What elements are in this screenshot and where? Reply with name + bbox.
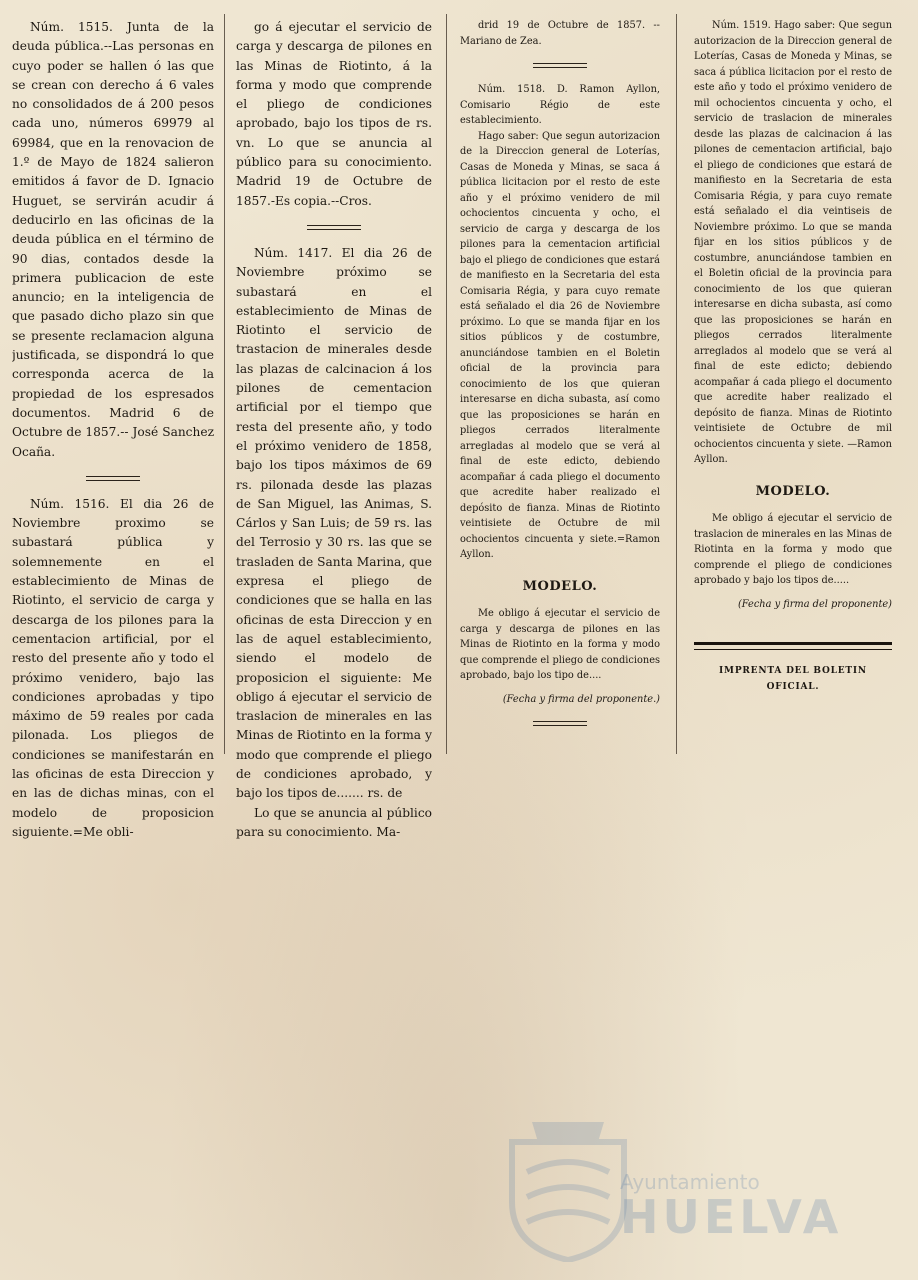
notice-1516-continued: go á ejecutar el servicio de carga y descarga de pilones en las Minas de Riotinto, á la forma y modo que comprende el pliego de condiciones aprobado, bajo los tipos de rs. vn. Lo que se anuncia al público para su conocimiento. Madrid 19 de Octubre de 1857.-Es copia.--Cros.	[236, 20, 432, 208]
notice-1518-body: Hago saber: Que segun autorizacion de la Direccion general de Loterías, Casas de Moneda y Minas, se saca á pública licitacion por el resto de este año y el próximo venidero de mil ochocientos cincuenta y ocho, el servicio de carga y descarga de los pilones para la cementacion artificial bajo el pliego de condiciones que estará de manifiesto en la Secretaria del esta Comisaria Régia, y para cuyo remate está señalado el dia 26 de Noviembre próximo. Lo que se manda fijar en los sitios públicos y de costumbre, anunciándose tambien en el Boletin oficial de la provincia para conocimiento de los que quieran interesarse en dicha subasta, así como que las proposiciones se harán en pliegos cerrados literalmente arregladas al modelo que se verá al final de este edicto, debiendo acompañar á cada pliego el documento que acredite haber realizado el depósito de fianza. Minas de Riotinto veintisiete de Octubre de mil ochocientos cincuenta y siete.=Ramon Ayllon.	[460, 130, 660, 560]
column-3	[460, 18, 660, 740]
modelo-heading: MODELO.	[522, 578, 598, 594]
notice-1518-heading: Núm. 1518. D. Ramon Ayllon, Comisario Régio de este establecimiento.	[460, 84, 660, 126]
watermark-label	[620, 1170, 842, 1244]
column-2	[236, 18, 432, 842]
column-1	[12, 18, 214, 842]
separator-rule	[307, 225, 361, 230]
modelo-text: Me obligo á ejecutar el servicio de traslacion de minerales en las Minas de Riotinta en la forma y modo que comprende el pliego de condiciones aprobado y bajo los tipos de.....	[694, 513, 892, 586]
separator-rule	[86, 476, 140, 481]
column-4	[694, 18, 892, 695]
watermark-line-1: Ayuntamiento	[620, 1170, 760, 1194]
coat-of-arms-watermark-icon	[502, 1112, 634, 1262]
firma-line: (Fecha y firma del proponente)	[737, 598, 892, 610]
notice-1516: Núm. 1516. El dia 26 de Noviembre proximo se subastará pública y solemnemente en el establecimiento de Minas de Riotinto, el servicio de carga y descarga de los pilones para la cementacion artificial, por el resto del presente año y todo el próximo venidero, bajo las condiciones aprobadas y tipo máximo de 59 reales por cada pilonada. Los pliegos de condiciones se manifestarán en las oficinas de esta Direccion y en las de dichas minas, con el modelo de proposicion siguiente.=Me obli-	[12, 496, 214, 839]
notice-1517-closing: Lo que se anuncia al público para su conocimiento. Ma-	[236, 805, 432, 839]
modelo-heading: MODELO.	[755, 483, 831, 499]
watermark-line-2: HUELVA	[620, 1190, 843, 1244]
column-divider	[446, 14, 447, 754]
notice-1517-signature: drid 19 de Octubre de 1857. --Mariano de Zea.	[460, 20, 660, 47]
modelo-text: Me obligo á ejecutar el servicio de carga y descarga de pilones en las Minas de Riotinto en la forma y modo que comprende el pliego de condiciones aprobado, bajo los tipo de....	[460, 608, 660, 681]
notice-1515: Núm. 1515. Junta de la deuda pública.--Las personas en cuyo poder se hallen ó las que se crean con derecho á 6 vales no consolidados de á 200 pesos cada uno, números 69979 al 69984, que en la renovacion de 1.º de Mayo de 1824 salieron emitidos á favor de D. Ignacio Huguet, se servirán acudir á deducirlo en las oficinas de la deuda pública en el término de 90 dias, contados desde la primera publicacion de este anuncio; en la inteligencia de que pasado dicho plazo sin que se presente reclamacion alguna justificada, se dispondrá lo que corresponda acerca de la propiedad de los espresados documentos. Madrid 6 de Octubre de 1857.-- José Sanchez Ocaña.	[12, 20, 214, 459]
separator-rule	[533, 63, 587, 68]
column-divider	[224, 14, 225, 754]
firma-line: (Fecha y firma del proponente.)	[502, 693, 660, 705]
column-divider	[676, 14, 677, 754]
printer-imprint: IMPRENTA DEL BOLETIN OFICIAL.	[719, 666, 867, 692]
separator-rule	[533, 721, 587, 726]
notice-1519: Núm. 1519. Hago saber: Que segun autorizacion de la Direccion general de Loterías, Casas de Moneda y Minas, se saca á pública licitacion por el resto de este año y todo el próximo venidero de mil ochocientos cincuenta y ocho, el servicio de traslacion de minerales desde las plazas de calcinacion á las pilones de cementacion artificial, bajo el pliego de condiciones que estará de manifiesto en la Secretaria de esta Comisaria Régia, y para cuyo remate está señalado el dia veintiseis de Noviembre próximo. Lo que se manda fijar en los sitios públicos y de costumbre, anunciándose tambien en el Boletin oficial de la provincia para conocimiento de los que quieran interesarse en dicha subasta, así como que las proposiciones se harán en pliegos cerrados literalmente arreglados al modelo que se verá al final de este edicto; debiendo acompañar á cada pliego el documento que acredite haber realizado el depósito de fianza. Minas de Riotinto veintisiete de Octubre de mil ochocientos cincuenta y siete. —Ramon Ayllon.	[694, 20, 892, 465]
notice-1517: Núm. 1417. El dia 26 de Noviembre próximo se subastará en el establecimiento de Minas de Riotinto el servicio de trastacion de minerales desde las plazas de calcinacion á los pilones de cementacion artificial por el tiempo que resta del presente año, y todo el próximo venidero de 1858, bajo los tipos máximos de 69 rs. pilonada desde las plazas de San Miguel, las Animas, S. Cárlos y San Luis; de 59 rs. las del Terrosio y 30 rs. las que se trasladen de Santa Marina, que expresa el pliego de condiciones que se halla en las oficinas de esta Direccion y en las de aquel establecimiento, siendo el modelo de proposicion el siguiente: Me obligo á ejecutar el servicio de traslacion de minerales en las Minas de Riotinto en la forma y modo que comprende el pliego de condiciones aprobado, y bajo los tipos de....... rs. de	[236, 245, 432, 801]
closing-double-rule	[694, 642, 892, 650]
